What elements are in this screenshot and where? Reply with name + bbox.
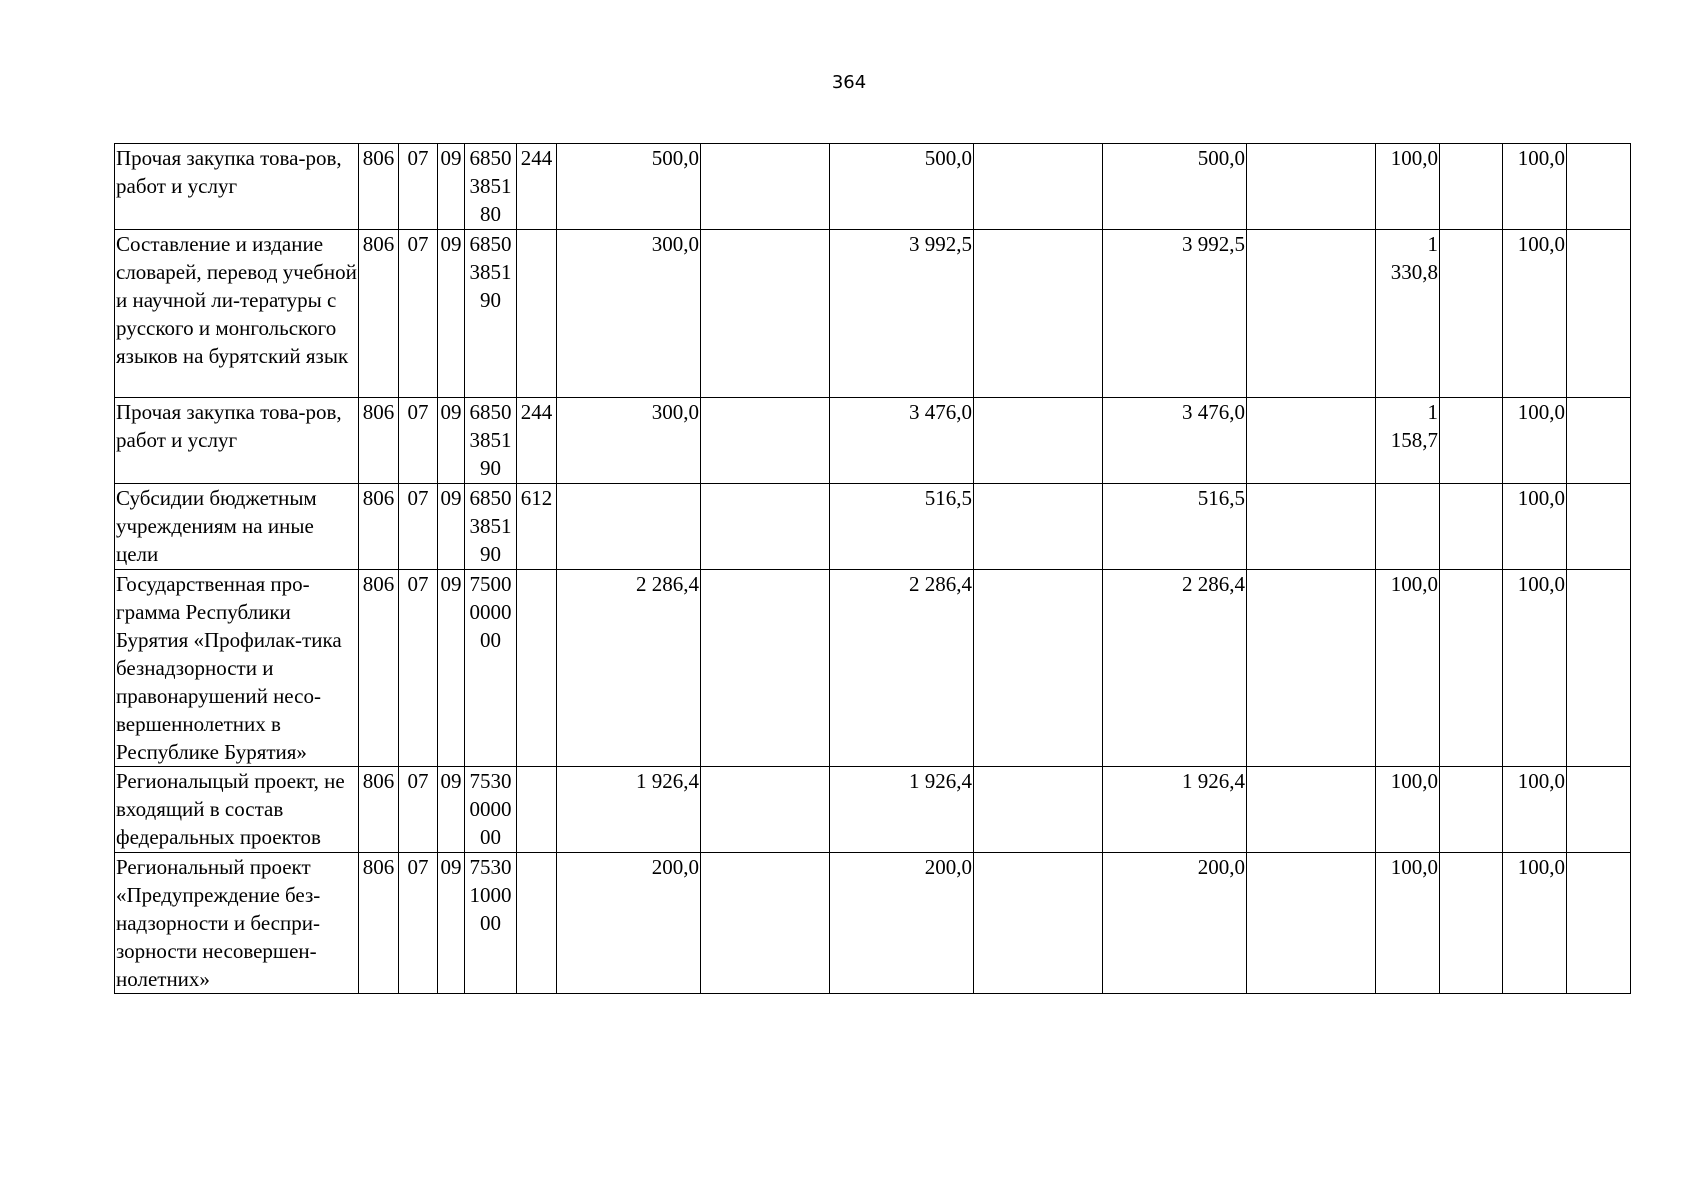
row-value-1-cell: 200,0 — [557, 853, 701, 994]
row-empty-cell — [1440, 853, 1503, 994]
row-value-1-cell: 300,0 — [557, 230, 701, 398]
row-empty-cell — [974, 484, 1103, 570]
row-empty-cell — [1567, 484, 1631, 570]
table-row — [115, 853, 1631, 994]
row-subsection-cell: 09 — [438, 853, 465, 994]
row-empty-cell — [1247, 767, 1376, 853]
row-name-cell: Субсидии бюджетным учреждениям на иные цели — [115, 484, 359, 570]
row-section-cell: 07 — [399, 230, 438, 398]
row-target-article-cell: 6850 3851 80 — [465, 144, 517, 230]
row-empty-cell — [1247, 230, 1376, 398]
row-percent-2-cell: 100,0 — [1503, 144, 1567, 230]
row-empty-cell — [701, 484, 830, 570]
row-empty-cell — [1247, 144, 1376, 230]
row-expense-type-cell — [517, 853, 557, 994]
row-percent-1-cell: 100,0 — [1376, 144, 1440, 230]
row-empty-cell — [1247, 484, 1376, 570]
row-expense-type-cell — [517, 570, 557, 767]
row-empty-cell — [701, 853, 830, 994]
row-empty-cell — [701, 570, 830, 767]
row-expense-type-cell: 244 — [517, 398, 557, 484]
row-section-cell: 07 — [399, 398, 438, 484]
row-empty-cell — [1440, 398, 1503, 484]
row-empty-cell — [1567, 398, 1631, 484]
row-value-1-cell: 2 286,4 — [557, 570, 701, 767]
table-row — [115, 398, 1631, 484]
table-row — [115, 570, 1631, 767]
budget-table — [114, 143, 1631, 994]
row-grbs-cell: 806 — [359, 484, 399, 570]
table-row — [115, 144, 1631, 230]
row-grbs-cell: 806 — [359, 230, 399, 398]
row-empty-cell — [1247, 398, 1376, 484]
row-subsection-cell: 09 — [438, 767, 465, 853]
row-value-2-cell: 516,5 — [830, 484, 974, 570]
row-value-3-cell: 200,0 — [1103, 853, 1247, 994]
row-value-3-cell: 516,5 — [1103, 484, 1247, 570]
row-name-cell: Прочая закупка това-ров, работ и услуг — [115, 398, 359, 484]
row-empty-cell — [1567, 570, 1631, 767]
table-body — [115, 144, 1631, 994]
row-empty-cell — [974, 398, 1103, 484]
row-empty-cell — [1567, 144, 1631, 230]
row-empty-cell — [974, 230, 1103, 398]
row-empty-cell — [1440, 767, 1503, 853]
row-value-1-cell: 1 926,4 — [557, 767, 701, 853]
row-value-3-cell: 3 476,0 — [1103, 398, 1247, 484]
row-section-cell: 07 — [399, 484, 438, 570]
row-value-3-cell: 2 286,4 — [1103, 570, 1247, 767]
row-expense-type-cell: 612 — [517, 484, 557, 570]
row-value-1-cell: 300,0 — [557, 398, 701, 484]
row-empty-cell — [1440, 570, 1503, 767]
row-value-2-cell: 500,0 — [830, 144, 974, 230]
row-value-2-cell: 3 992,5 — [830, 230, 974, 398]
row-empty-cell — [1567, 767, 1631, 853]
row-section-cell: 07 — [399, 144, 438, 230]
row-name-cell: Регионалыцый проект, не входящий в состав федеральных проектов — [115, 767, 359, 853]
page-number: 364 — [831, 72, 867, 93]
row-grbs-cell: 806 — [359, 767, 399, 853]
row-subsection-cell: 09 — [438, 484, 465, 570]
row-subsection-cell: 09 — [438, 230, 465, 398]
row-empty-cell — [701, 230, 830, 398]
row-value-3-cell: 3 992,5 — [1103, 230, 1247, 398]
table-row — [115, 484, 1631, 570]
row-empty-cell — [1440, 484, 1503, 570]
row-subsection-cell: 09 — [438, 570, 465, 767]
row-empty-cell — [974, 570, 1103, 767]
row-target-article-cell: 7530 1000 00 — [465, 853, 517, 994]
row-percent-2-cell: 100,0 — [1503, 570, 1567, 767]
table-row — [115, 767, 1631, 853]
row-value-1-cell: 500,0 — [557, 144, 701, 230]
row-empty-cell — [701, 398, 830, 484]
row-value-3-cell: 1 926,4 — [1103, 767, 1247, 853]
row-value-2-cell: 1 926,4 — [830, 767, 974, 853]
row-percent-1-cell: 100,0 — [1376, 767, 1440, 853]
row-percent-2-cell: 100,0 — [1503, 398, 1567, 484]
row-empty-cell — [1440, 144, 1503, 230]
row-expense-type-cell: 244 — [517, 144, 557, 230]
row-name-cell: Прочая закупка това-ров, работ и услуг — [115, 144, 359, 230]
row-empty-cell — [1247, 853, 1376, 994]
row-percent-1-cell — [1376, 484, 1440, 570]
row-percent-1-cell: 1 330,8 — [1376, 230, 1440, 398]
row-subsection-cell: 09 — [438, 144, 465, 230]
row-empty-cell — [974, 767, 1103, 853]
row-empty-cell — [701, 767, 830, 853]
row-target-article-cell: 7530 0000 00 — [465, 767, 517, 853]
row-percent-2-cell: 100,0 — [1503, 767, 1567, 853]
row-name-cell: Государственная про-грамма Республики Бурятия «Профилак-тика безнадзорности и правонарушений несо-вершеннолетних в Республике Бурятия» — [115, 570, 359, 767]
row-subsection-cell: 09 — [438, 398, 465, 484]
row-empty-cell — [1567, 230, 1631, 398]
row-percent-1-cell: 1 158,7 — [1376, 398, 1440, 484]
table-row — [115, 230, 1631, 398]
row-section-cell: 07 — [399, 570, 438, 767]
row-expense-type-cell — [517, 230, 557, 398]
row-percent-2-cell: 100,0 — [1503, 230, 1567, 398]
row-grbs-cell: 806 — [359, 398, 399, 484]
row-empty-cell — [1567, 853, 1631, 994]
row-target-article-cell: 7500 0000 00 — [465, 570, 517, 767]
row-name-cell: Составление и издание словарей, перевод учебной и научной ли-тературы с русского и монгольского языков на бурятский язык — [115, 230, 359, 398]
row-value-2-cell: 200,0 — [830, 853, 974, 994]
row-empty-cell — [1247, 570, 1376, 767]
row-target-article-cell: 6850 3851 90 — [465, 398, 517, 484]
row-percent-2-cell: 100,0 — [1503, 853, 1567, 994]
row-value-2-cell: 2 286,4 — [830, 570, 974, 767]
row-expense-type-cell — [517, 767, 557, 853]
row-empty-cell — [701, 144, 830, 230]
row-empty-cell — [1440, 230, 1503, 398]
row-grbs-cell: 806 — [359, 853, 399, 994]
row-percent-1-cell: 100,0 — [1376, 570, 1440, 767]
row-target-article-cell: 6850 3851 90 — [465, 484, 517, 570]
row-value-1-cell — [557, 484, 701, 570]
row-name-cell: Региональный проект «Предупреждение без-надзорности и беспри-зорности несовершен-нолетних» — [115, 853, 359, 994]
row-value-2-cell: 3 476,0 — [830, 398, 974, 484]
row-section-cell: 07 — [399, 767, 438, 853]
row-target-article-cell: 6850 3851 90 — [465, 230, 517, 398]
row-percent-2-cell: 100,0 — [1503, 484, 1567, 570]
row-value-3-cell: 500,0 — [1103, 144, 1247, 230]
row-percent-1-cell: 100,0 — [1376, 853, 1440, 994]
row-empty-cell — [974, 144, 1103, 230]
row-section-cell: 07 — [399, 853, 438, 994]
row-grbs-cell: 806 — [359, 570, 399, 767]
row-empty-cell — [974, 853, 1103, 994]
row-grbs-cell: 806 — [359, 144, 399, 230]
